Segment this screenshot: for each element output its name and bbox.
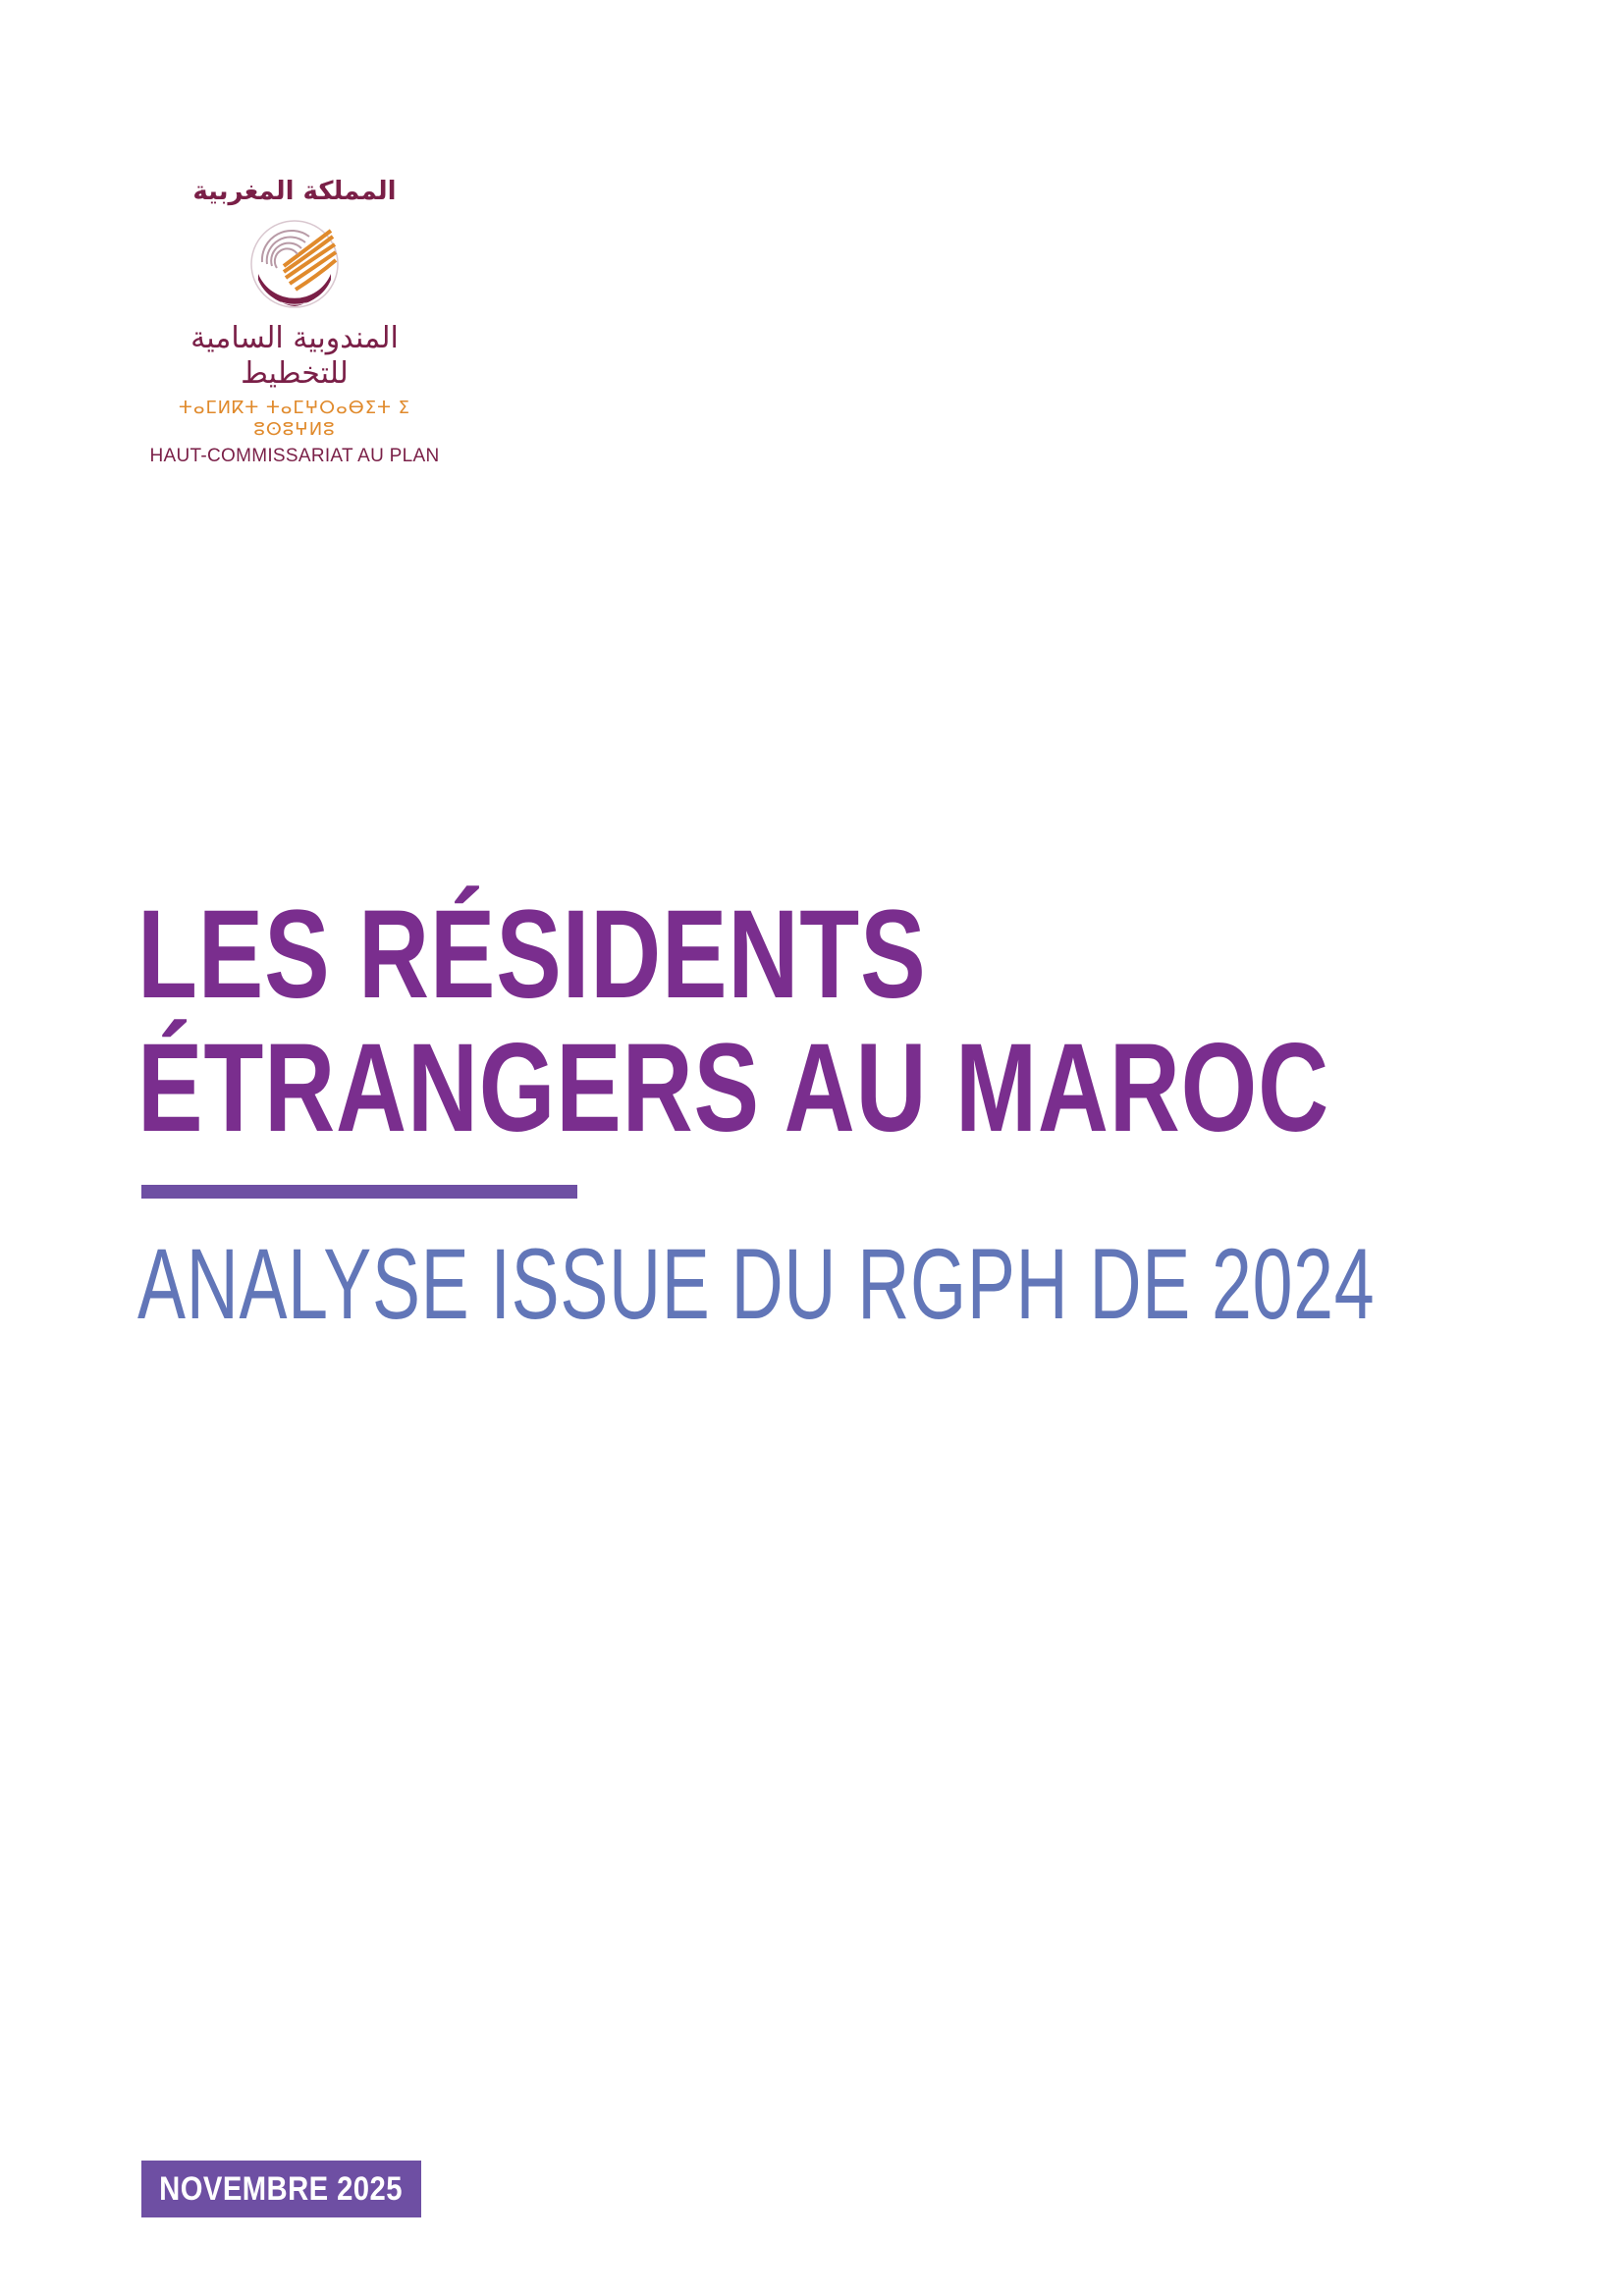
logo-hcp-french: HAUT-COMMISSARIAT AU PLAN (149, 446, 440, 467)
publication-date: NOVEMBRE 2025 (159, 2169, 404, 2208)
logo-kingdom-text: المملكة المغربية (192, 177, 397, 206)
document-subtitle: ANALYSE ISSUE DU RGPH DE 2024 (137, 1228, 1376, 1340)
date-badge (141, 2161, 421, 2217)
hcp-logo (137, 177, 452, 468)
logo-hcp-tifinagh: ⵜⴰⵎⵍⴽⵜ ⵜⴰⵎⵖⵔⴰⴱⵉⵜ ⵉ ⵓⵙⵓⵖⵍⵓ (179, 398, 410, 440)
title-line-1: LES RÉSIDENTS (137, 884, 927, 1025)
document-title (137, 884, 1329, 1158)
title-divider (141, 1185, 577, 1199)
logo-hcp-arabic: المندوبية السامية للتخطيط (190, 321, 399, 392)
title-line-2: ÉTRANGERS AU MAROC (137, 1018, 1329, 1158)
hcp-emblem-icon (241, 215, 349, 313)
